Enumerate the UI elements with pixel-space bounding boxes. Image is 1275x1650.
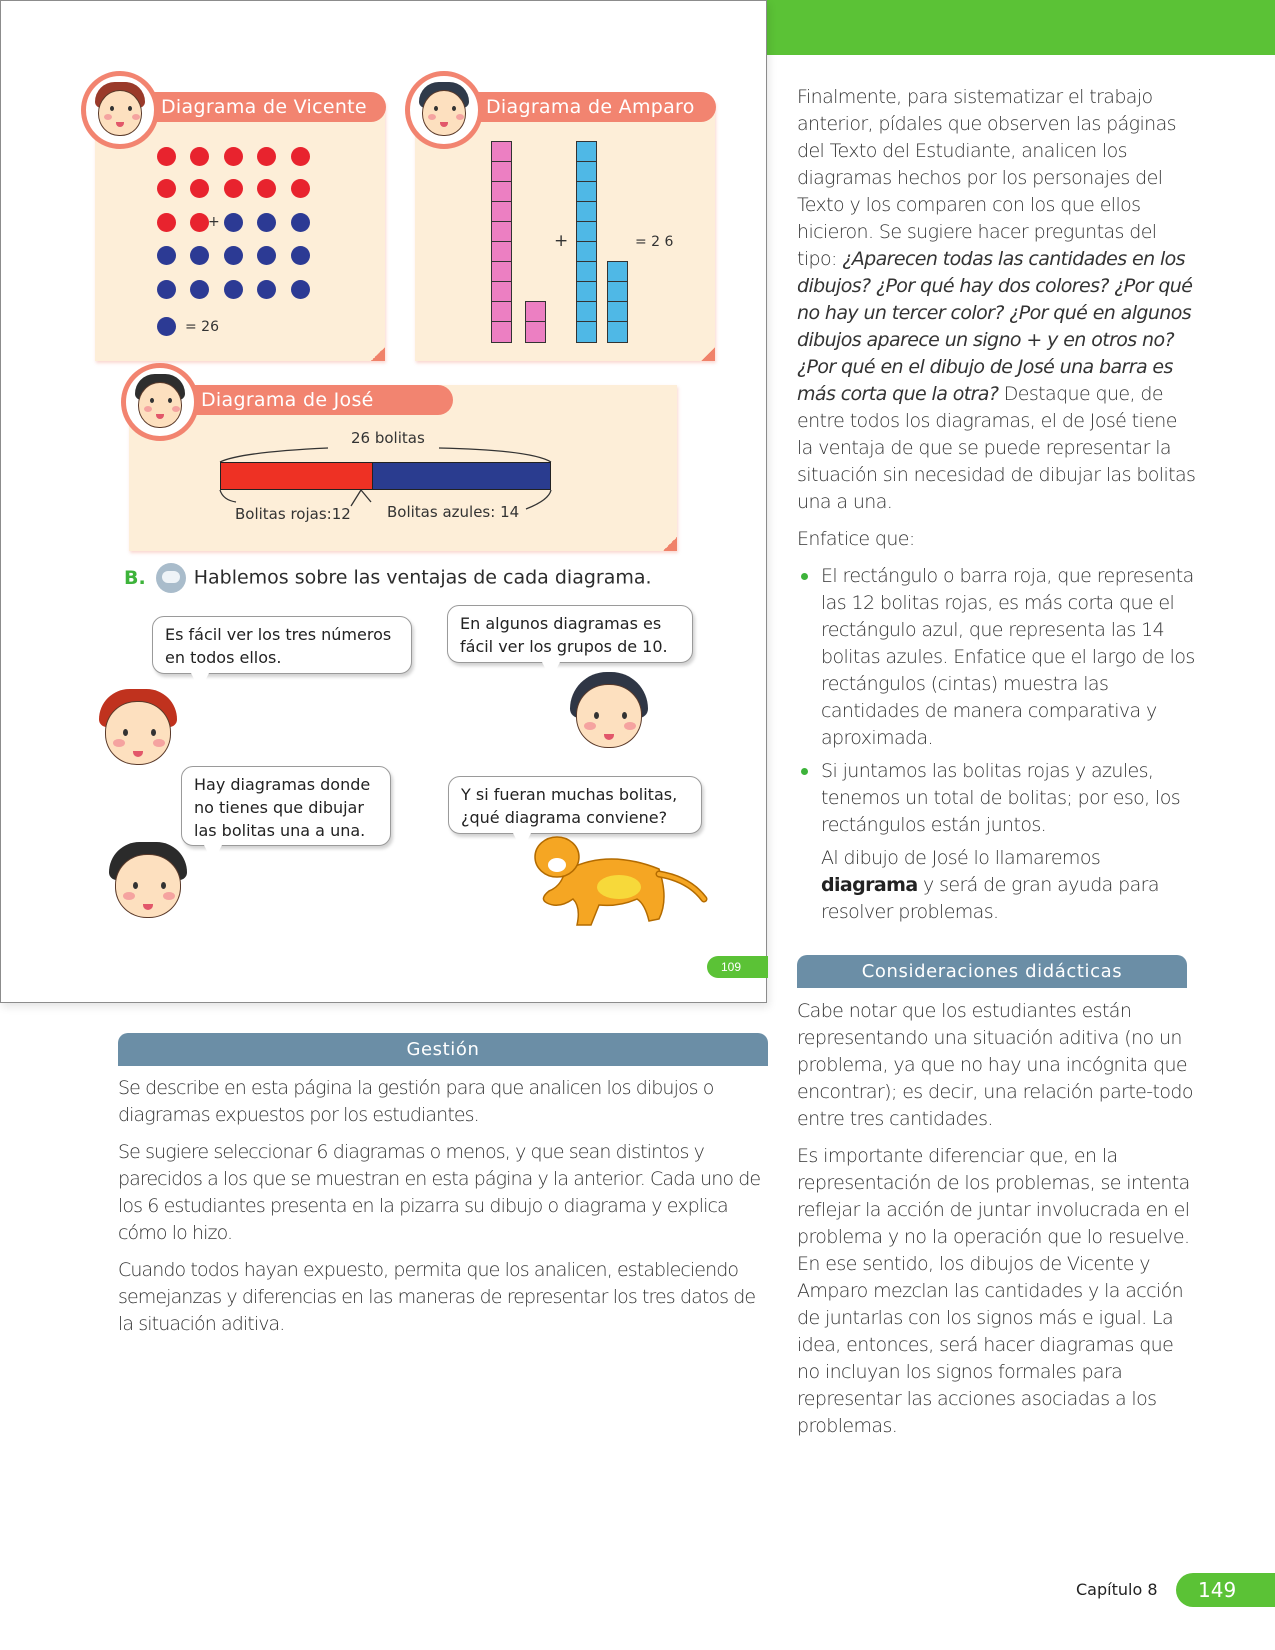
amparo-plus-sign: + — [554, 231, 569, 251]
blue-ball — [257, 246, 276, 265]
student-textbook-page — [0, 0, 767, 1003]
blue-ball — [157, 317, 176, 336]
pink-block-column — [525, 301, 546, 343]
group-discussion-icon — [156, 563, 186, 593]
red-ball — [257, 147, 276, 166]
red-ball — [291, 179, 310, 198]
puma-illustration — [519, 829, 709, 934]
blue-ball — [224, 213, 243, 232]
speech-bubble-boy — [152, 616, 412, 674]
vicente-avatar — [81, 71, 159, 149]
jose-blue-tape — [373, 462, 551, 490]
red-ball — [157, 179, 176, 198]
vicente-plus-sign: + — [208, 214, 220, 230]
pink-block-column — [491, 141, 512, 343]
blue-block-column — [607, 261, 628, 343]
closing-text-continued: y será de gran ayuda para resolver problemas. — [821, 874, 1159, 923]
intro-text-continued: Destaque que, de entre todos los diagramas, el de José tiene la ventaja de que se puede representar la situación sin necesidad de dibujar las bolitas una a una. — [797, 383, 1196, 513]
closing-text: Al dibujo de José lo llamaremos — [821, 847, 1101, 869]
amparo-avatar — [405, 71, 483, 149]
blue-ball — [257, 213, 276, 232]
bubble-line: no tienes que dibujar — [194, 798, 364, 817]
red-ball — [291, 147, 310, 166]
red-ball — [190, 179, 209, 198]
emphasis-bullet-list — [797, 563, 1197, 839]
red-ball — [190, 213, 209, 232]
red-ball — [224, 147, 243, 166]
blue-block-column — [576, 141, 597, 343]
red-ball — [224, 179, 243, 198]
consideraciones-header: Consideraciones didácticas — [797, 955, 1187, 988]
gestion-paragraph: Se sugiere seleccionar 6 diagramas o menos, y que sean distintos y parecidos a los que se muestran en esta página y la anterior. Cada uno de los 6 estudiantes presenta en la pizarra su dibujo o diagrama y explica cómo lo hizo. — [118, 1141, 761, 1244]
bubble-line: ¿qué diagrama conviene? — [461, 808, 668, 827]
speech-bubble-girl-headband — [181, 766, 391, 846]
bubble-line: Y si fueran muchas bolitas, — [461, 785, 678, 804]
bubble-line: Hay diagramas donde — [194, 775, 371, 794]
bubble-line: las bolitas una a una. — [194, 821, 366, 840]
top-green-band — [767, 0, 1275, 55]
bubble-line: fácil ver los grupos de 10. — [460, 637, 668, 656]
diagrama-term: diagrama — [821, 874, 918, 896]
gestion-body — [118, 1075, 773, 1348]
student-page-number-badge: 109 — [707, 956, 768, 978]
blue-ball — [190, 246, 209, 265]
blue-ball — [291, 280, 310, 299]
girl-with-headband-illustration — [103, 836, 193, 926]
jose-blue-label: Bolitas azules: 14 — [387, 503, 520, 521]
card-fold-corner — [663, 537, 677, 551]
bubble-line: Es fácil ver los tres números — [165, 625, 392, 644]
amparo-diagram-title: Diagrama de Amparo — [466, 92, 716, 122]
consideraciones-paragraph: Es importante diferenciar que, en la representación de los problemas, se intenta reflejar la acción de juntar involucrada en el problema y no la operación que lo resuelve. En ese sentido, los dibujos de Vicente y Amparo mezclan las cantidades y la acción de juntarlas con los signos más e igual. La idea, entonces, será hacer diagramas que no incluyan los signos formales para representar las acciones asociadas a los problemas. — [797, 1145, 1190, 1437]
jose-diagram-title: Diagrama de José — [181, 385, 453, 415]
red-ball — [157, 147, 176, 166]
vicente-result-label: = 26 — [185, 319, 219, 335]
speech-bubble-puma — [448, 776, 702, 834]
emphasize-label: Enfatice que: — [797, 528, 915, 550]
red-haired-boy-illustration — [93, 683, 183, 773]
girl-with-bangs-illustration — [564, 666, 654, 756]
section-b-text: Hablemos sobre las ventajas de cada diagrama. — [193, 566, 652, 589]
card-fold-corner — [371, 347, 385, 361]
jose-red-tape — [220, 462, 373, 490]
vicente-diagram-title: Diagrama de Vicente — [141, 92, 386, 122]
blue-ball — [291, 246, 310, 265]
footer-page-number: 149 — [1176, 1573, 1275, 1607]
red-ball — [190, 147, 209, 166]
jose-avatar — [121, 363, 199, 441]
consideraciones-body — [797, 998, 1197, 1450]
blue-ball — [157, 246, 176, 265]
gestion-paragraph: Cuando todos hayan expuesto, permita que los analicen, estableciendo semejanzas y diferencias en las maneras de representar los tres datos de la situación aditiva. — [118, 1259, 756, 1335]
card-fold-corner — [701, 347, 715, 361]
bubble-line: en todos ellos. — [165, 648, 282, 667]
consideraciones-paragraph: Cabe notar que los estudiantes están representando una situación aditiva (no un problema, ya que no hay una incógnita que encontrar); es decir, una relación parte-todo entre tres cantidades. — [797, 1000, 1193, 1130]
speech-bubble-girl-bangs — [447, 605, 693, 663]
gestion-header: Gestión — [118, 1033, 768, 1066]
intro-text: Finalmente, para sistematizar el trabajo anterior, pídales que observen las páginas del Texto del Estudiante, analicen los diagramas hechos por los personajes del Texto y los comparen con los que ellos hicieron. Se sugiere hacer preguntas del tipo: — [797, 86, 1176, 270]
intro-paragraph — [797, 84, 1197, 516]
footer-chapter-label: Capítulo 8 — [1076, 1580, 1158, 1599]
section-b-prompt — [124, 563, 652, 593]
jose-total-label: 26 bolitas — [351, 429, 425, 447]
blue-ball — [257, 280, 276, 299]
blue-ball — [190, 280, 209, 299]
blue-ball — [157, 280, 176, 299]
red-ball — [257, 179, 276, 198]
blue-ball — [224, 246, 243, 265]
blue-ball — [224, 280, 243, 299]
bubble-line: En algunos diagramas es — [460, 614, 662, 633]
amparo-result-label: = 2 6 — [635, 234, 674, 250]
jose-red-label: Bolitas rojas:12 — [235, 505, 351, 523]
closing-paragraph — [797, 845, 1197, 926]
section-b-letter: B. — [124, 566, 146, 589]
gestion-paragraph: Se describe en esta página la gestión para que analicen los dibujos o diagramas expuestos por los estudiantes. — [118, 1077, 714, 1126]
blue-ball — [291, 213, 310, 232]
red-ball — [157, 213, 176, 232]
bullet-item: Si juntamos las bolitas rojas y azules, tenemos un total de bolitas; por eso, los rectángulos están juntos. — [821, 758, 1197, 839]
guide-right-column — [797, 84, 1197, 936]
bullet-item: El rectángulo o barra roja, que representa las 12 bolitas rojas, es más corta que el rectángulo azul, que representa las 14 bolitas azules. Enfatice que el largo de los rectángulos (cintas) muestra las cantidades de manera comparativa y aproximada. — [821, 563, 1197, 752]
intro-questions: ¿Aparecen todas las cantidades en los dibujos? ¿Por qué hay dos colores? ¿Por qué no hay un tercer color? ¿Por qué en algunos dibujos aparece un signo + y en otros no? ¿Por qué en el dibujo de José una barra es más corta que la otra? — [797, 248, 1193, 405]
